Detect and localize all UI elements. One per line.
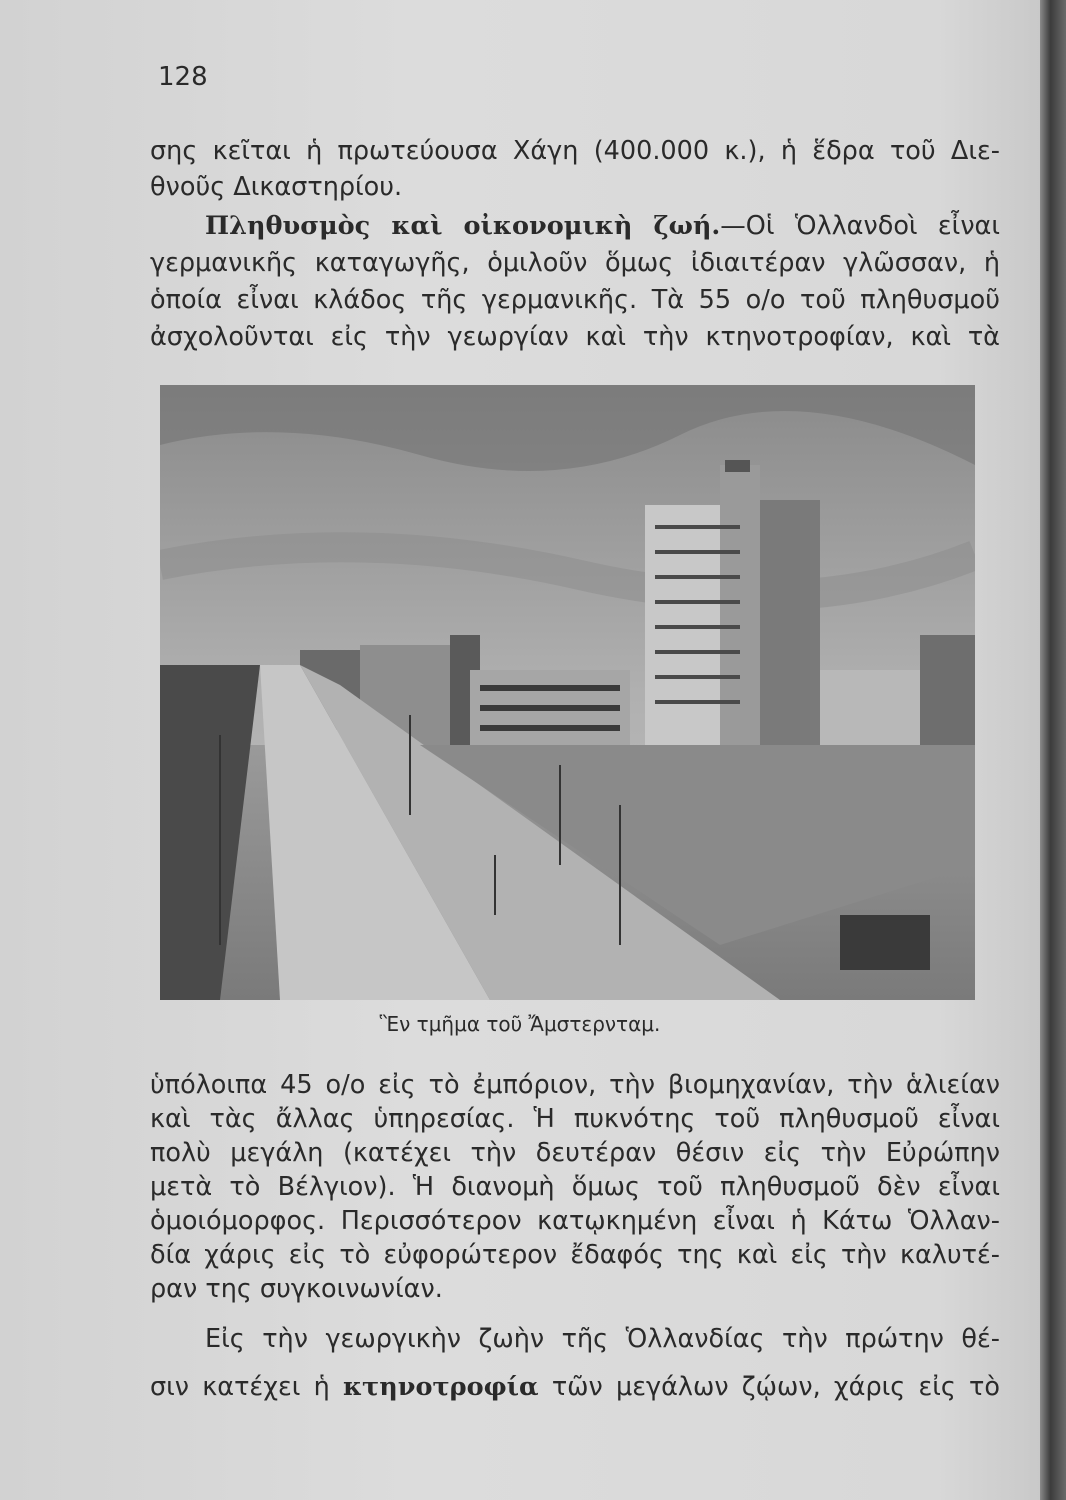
page-number: 128 bbox=[158, 62, 208, 92]
section-heading: Πληθυσμὸς καὶ οἰκονομικὴ ζωή. bbox=[205, 211, 721, 241]
text-line: ραν της συγκοινωνίαν. bbox=[150, 1274, 443, 1304]
text-line: πολὺ μεγάλη (κατέχει τὴν δευτέραν θέσιν εἰς τὴν Εὐρώπην bbox=[150, 1138, 1000, 1168]
text-line: ὁποία εἶναι κλάδος τῆς γερμανικῆς. Τὰ 55 ο/ο τοῦ πληθυσμοῦ bbox=[150, 285, 1000, 315]
text-line: ὁμοιόμορφος. Περισσότερον κατῳκημένη εἶναι ἡ Κάτω Ὁλλαν- bbox=[150, 1206, 1000, 1236]
text-line: καὶ τὰς ἄλλας ὑπηρεσίας. Ἡ πυκνότης τοῦ πληθυσμοῦ εἶναι bbox=[150, 1104, 1000, 1134]
text-line: θνοῦς Δικαστηρίου. bbox=[150, 172, 403, 202]
text-line: ἀσχολοῦνται εἰς τὴν γεωργίαν καὶ τὴν κτηνοτροφίαν, καὶ τὰ bbox=[150, 322, 1000, 352]
text-line: σης κεῖται ἡ πρωτεύουσα Χάγη (400.000 κ.), ἡ ἕδρα τοῦ Διε- bbox=[150, 136, 1000, 166]
amsterdam-street-photo bbox=[160, 385, 975, 1000]
figure-caption: Ἓν τμῆμα τοῦ Ἄμστερνταμ. bbox=[379, 1012, 661, 1036]
emphasis-term: κτηνοτροφία bbox=[342, 1372, 539, 1402]
text-span: σιν κατέχει ἡ bbox=[150, 1372, 343, 1402]
section-first-line bbox=[150, 209, 1000, 243]
text-line: ὑπόλοιπα 45 ο/ο εἰς τὸ ἐμπόριον, τὴν βιομηχανίαν, τὴν ἁλιείαν bbox=[150, 1070, 1000, 1100]
text-line: Εἰς τὴν γεωργικὴν ζωὴν τῆς Ὁλλανδίας τὴν πρώτην θέ- bbox=[205, 1324, 1000, 1354]
text-line: δία χάρις εἰς τὸ εὐφορώτερον ἔδαφός της καὶ εἰς τὴν καλυτέ- bbox=[150, 1240, 1000, 1270]
text-span: τῶν μεγάλων ζῴων, χάρις εἰς τὸ bbox=[538, 1372, 1000, 1402]
book-binding-edge bbox=[1040, 0, 1066, 1500]
text-line: μετὰ τὸ Βέλγιον). Ἡ διανομὴ ὅμως τοῦ πληθυσμοῦ δὲν εἶναι bbox=[150, 1172, 1000, 1202]
text-line bbox=[150, 1370, 1000, 1404]
text-line: γερμανικῆς καταγωγῆς, ὁμιλοῦν ὅμως ἰδιαιτέραν γλῶσσαν, ἡ bbox=[150, 248, 1000, 278]
text-span: —Οἱ Ὁλλανδοὶ εἶναι bbox=[720, 211, 1000, 241]
